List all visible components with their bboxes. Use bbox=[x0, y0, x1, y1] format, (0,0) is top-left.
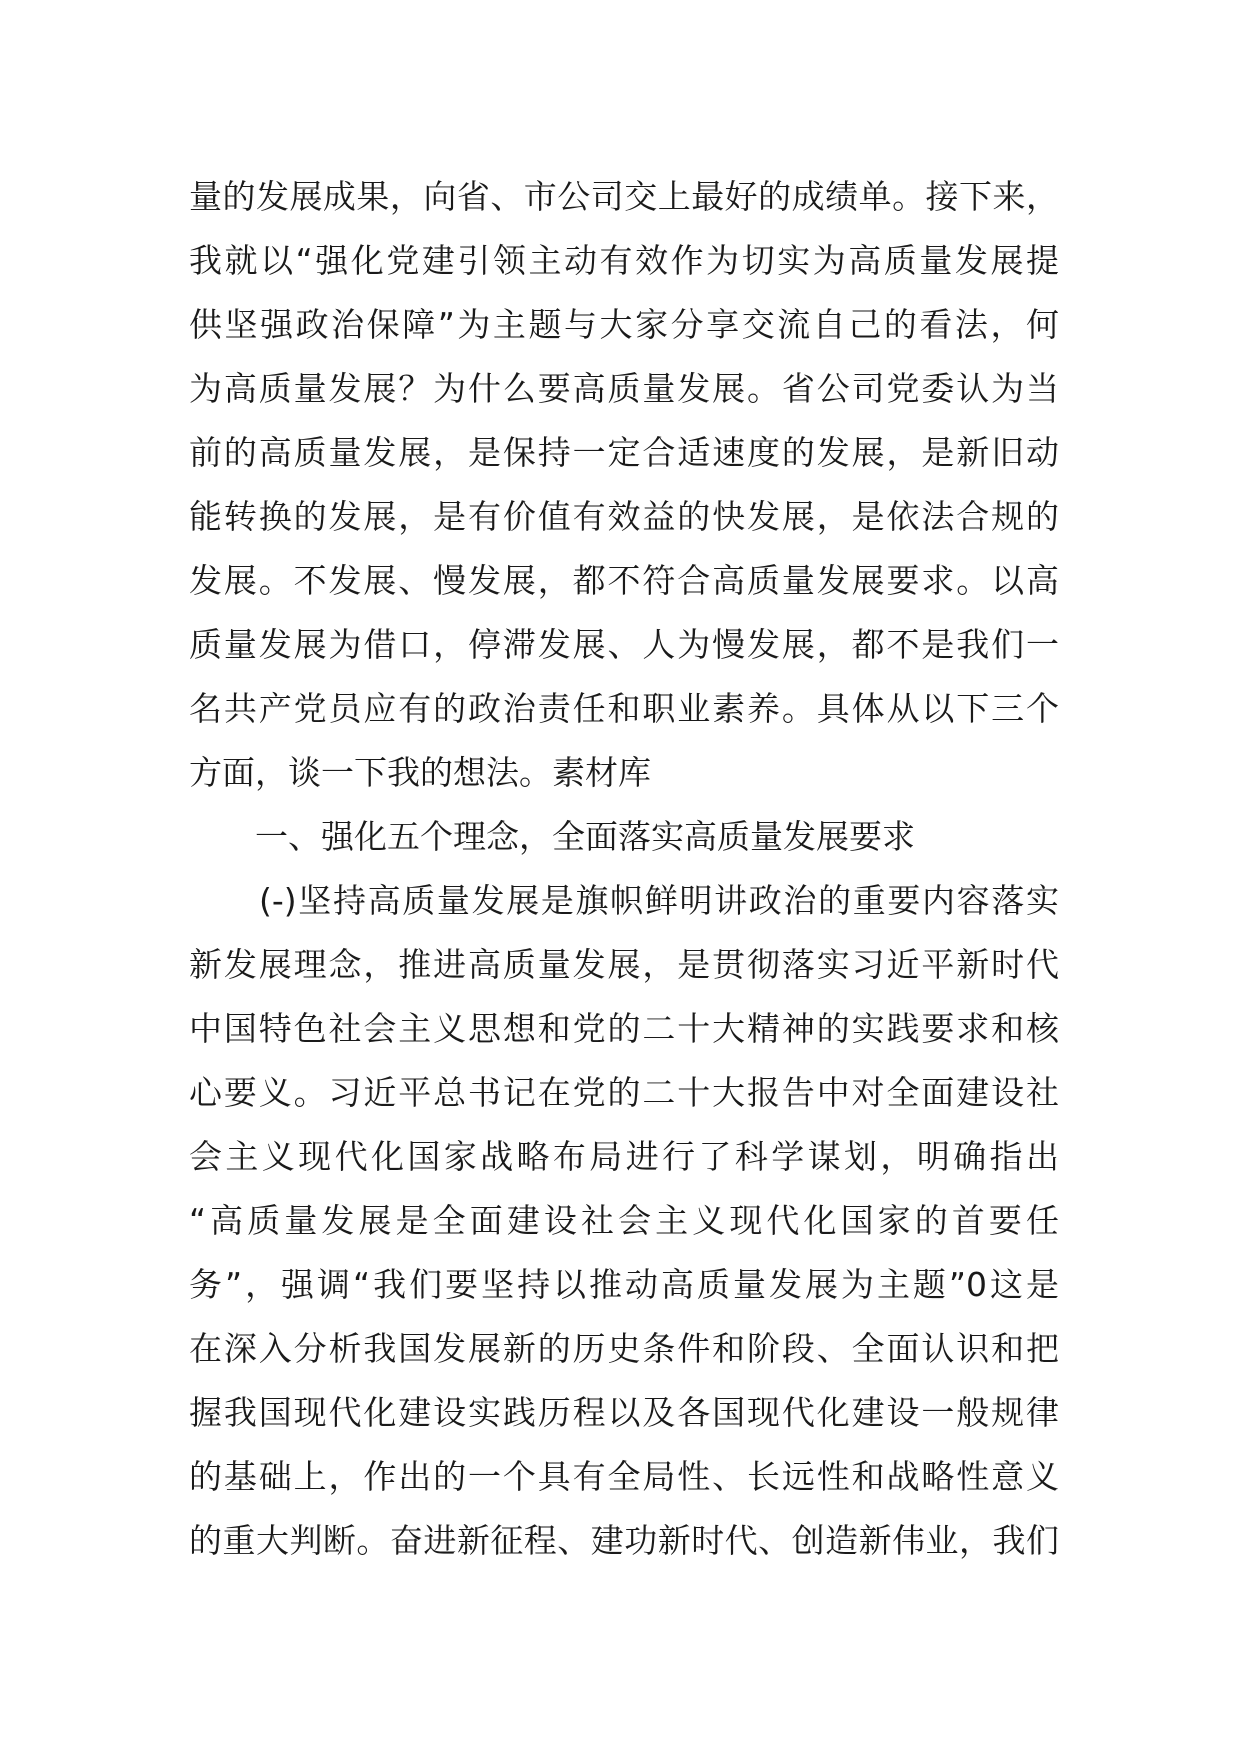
text-line: 发展。不发展、慢发展，都不符合高质量发展要求。以高 bbox=[189, 561, 1059, 600]
text-line: 名共产党员应有的政治责任和职业素养。具体从以下三个 bbox=[189, 689, 1059, 728]
text-line: 握我国现代化建设实践历程以及各国现代化建设一般规律 bbox=[189, 1393, 1059, 1432]
text-line: 务”，强调“我们要坚持以推动高质量发展为主题”0这是 bbox=[189, 1265, 1059, 1304]
text-line: 心要义。习近平总书记在党的二十大报告中对全面建设社 bbox=[189, 1073, 1059, 1112]
text-line: 能转换的发展，是有价值有效益的快发展，是依法合规的 bbox=[189, 497, 1059, 536]
text-line: 量的发展成果，向省、市公司交上最好的成绩单。接下来， bbox=[189, 177, 1059, 216]
text-line: 为高质量发展？为什么要高质量发展。省公司党委认为当 bbox=[189, 369, 1059, 408]
body-text bbox=[189, 165, 1059, 1573]
text-line: 会主义现代化国家战略布局进行了科学谋划，明确指出 bbox=[189, 1137, 1059, 1176]
text-line: 质量发展为借口，停滞发展、人为慢发展，都不是我们一 bbox=[189, 625, 1059, 664]
text-line: 我就以“强化党建引领主动有效作为切实为高质量发展提 bbox=[189, 241, 1059, 280]
text-line: 中国特色社会主义思想和党的二十大精神的实践要求和核 bbox=[189, 1009, 1059, 1048]
text-line: “高质量发展是全面建设社会主义现代化国家的首要任 bbox=[189, 1201, 1059, 1240]
text-line: 在深入分析我国发展新的历史条件和阶段、全面认识和把 bbox=[189, 1329, 1059, 1368]
text-line: 的基础上，作出的一个具有全局性、长远性和战略性意义 bbox=[189, 1457, 1059, 1496]
subsection-heading: (-)坚持高质量发展是旗帜鲜明讲政治的重要内容落实 bbox=[259, 881, 1059, 920]
section-heading: 一、强化五个理念，全面落实高质量发展要求 bbox=[255, 817, 915, 856]
text-line: 新发展理念，推进高质量发展，是贯彻落实习近平新时代 bbox=[189, 945, 1059, 984]
text-line: 方面，谈一下我的想法。素材库 bbox=[189, 753, 651, 792]
text-line: 供坚强政治保障”为主题与大家分享交流自己的看法，何 bbox=[189, 305, 1059, 344]
text-line: 的重大判断。奋进新征程、建功新时代、创造新伟业，我们 bbox=[189, 1521, 1059, 1560]
text-line: 前的高质量发展，是保持一定合适速度的发展，是新旧动 bbox=[189, 433, 1059, 472]
